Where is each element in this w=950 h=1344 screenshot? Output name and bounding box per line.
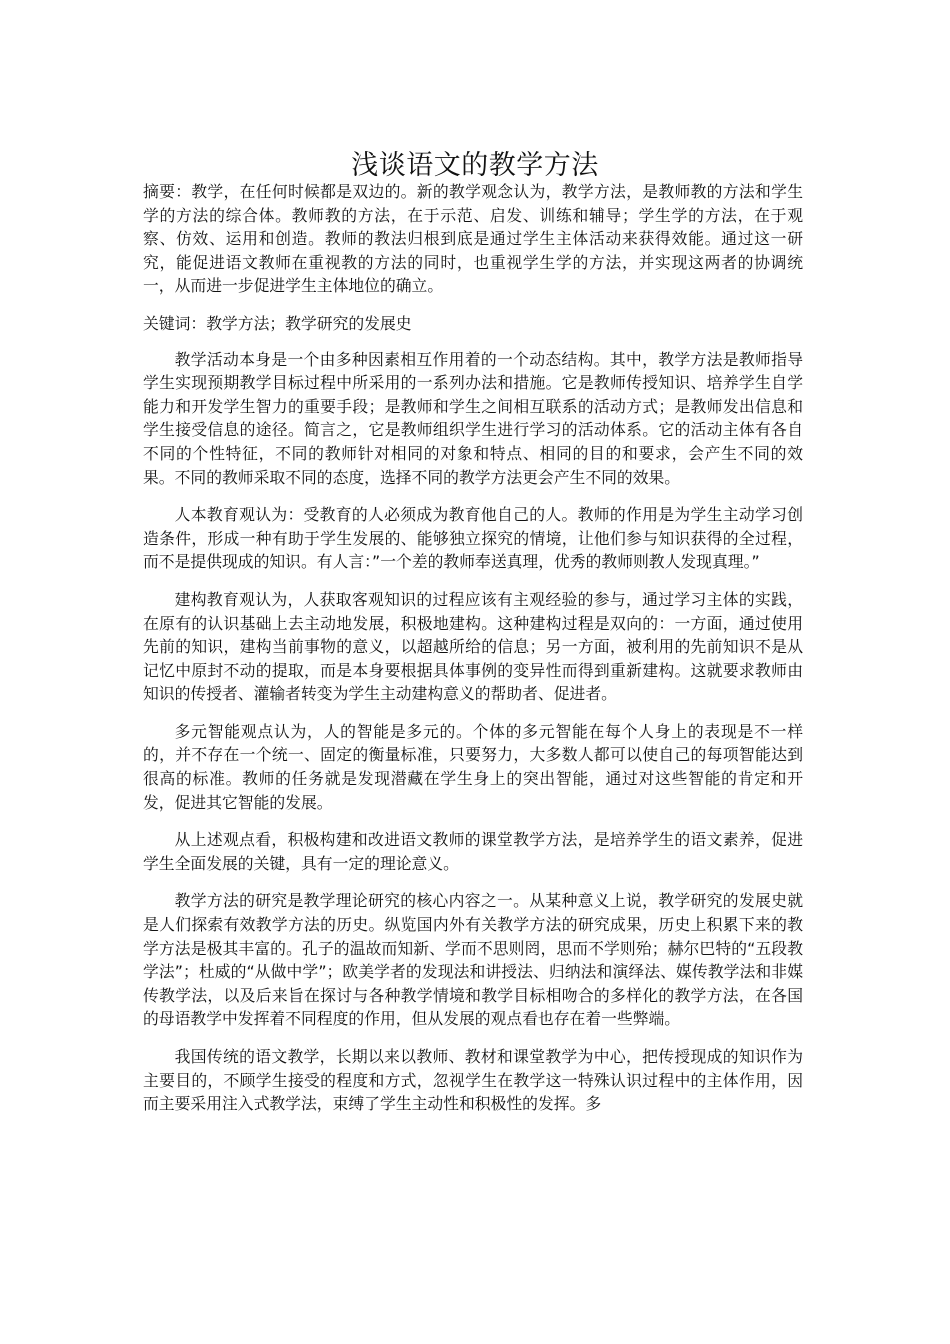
body-paragraph-5: 从上述观点看，积极构建和改进语文教师的课堂教学方法，是培养学生的语文素养，促进学生全面发展的关键，具有一定的理论意义。 [143, 830, 803, 873]
document-title: 浅谈语文的教学方法 [351, 150, 599, 182]
document-body [143, 180, 803, 1130]
body-paragraph-4: 多元智能观点认为，人的智能是多元的。个体的多元智能在每个人身上的表现是不一样的，并不存在一个统一、固定的衡量标准，只要努力，大多数人都可以使自己的每项智能达到很高的标准。教师的任务就是发现潜藏在学生身上的突出智能，通过对这些智能的肯定和开发，促进其它智能的发展。 [143, 721, 803, 812]
body-paragraph-2: 人本教育观认为：受教育的人必须成为教育他自己的人。教师的作用是为学生主动学习创造条件，形成一种有助于学生发展的、能够独立探究的情境，让他们参与知识获得的全过程，而不是提供现成的知识。有人言：”一个差的教师奉送真理，优秀的教师则教人发现真理。” [143, 505, 803, 572]
body-paragraph-3: 建构教育观认为，人获取客观知识的过程应该有主观经验的参与，通过学习主体的实践，在原有的认识基础上去主动地发展，积极地建构。这种建构过程是双向的：一方面，通过使用先前的知识，建构当前事物的意义，以超越所给的信息；另一方面，被利用的先前知识不是从记忆中原封不动的提取，而是本身要根据具体事例的变异性而得到重新建构。这就要求教师由知识的传授者、灌输者转变为学生主动建构意义的帮助者、促进者。 [143, 589, 803, 704]
body-paragraph-1: 教学活动本身是一个由多种因素相互作用着的一个动态结构。其中，教学方法是教师指导学生实现预期教学目标过程中所采用的一系列办法和措施。它是教师传授知识、培养学生自学能力和开发学生智力的重要手段；是教师和学生之间相互联系的活动方式；是教师发出信息和学生接受信息的途径。简言之，它是教师组织学生进行学习的活动体系。它的活动主体有各自不同的个性特征，不同的教师针对相同的对象和特点、相同的目的和要求，会产生不同的效果。不同的教师采取不同的态度，选择不同的教学方法更会产生不同的效果。 [143, 349, 803, 487]
body-paragraph-7: 我国传统的语文教学，长期以来以教师、教材和课堂教学为中心，把传授现成的知识作为主要目的，不顾学生接受的程度和方式，忽视学生在教学这一特殊认识过程中的主体作用，因而主要采用注入式教学法，束缚了学生主动性和积极性的发挥。多 [143, 1047, 803, 1114]
abstract-paragraph: 摘要：教学，在任何时候都是双边的。新的教学观念认为，教学方法，是教师教的方法和学生学的方法的综合体。教师教的方法，在于示范、启发、训练和辅导；学生学的方法，在于观察、仿效、运用和创造。教师的教法归根到底是通过学生主体活动来获得效能。通过这一研究，能促进语文教师在重视教的方法的同时，也重视学生学的方法，并实现这两者的协调统一，从而进一步促进学生主体地位的确立。 [143, 182, 803, 296]
body-paragraph-6: 教学方法的研究是教学理论研究的核心内容之一。从某种意义上说，教学研究的发展史就是人们探索有效教学方法的历史。纵览国内外有关教学方法的研究成果，历史上积累下来的教学方法是极其丰富的。孔子的温故而知新、学而不思则罔，思而不学则殆；赫尔巴特的“五段教学法”；杜威的“从做中学”；欧美学者的发现法和讲授法、归纳法和演绎法、媒传教学法和非媒传教学法，以及后来旨在探讨与各种教学情境和教学目标相吻合的多样化的教学方法，在各国的母语教学中发挥着不同程度的作用，但从发展的观点看也存在着一些弊端。 [143, 891, 803, 1029]
keywords-line: 关键词：教学方法；教学研究的发展史 [143, 313, 412, 333]
